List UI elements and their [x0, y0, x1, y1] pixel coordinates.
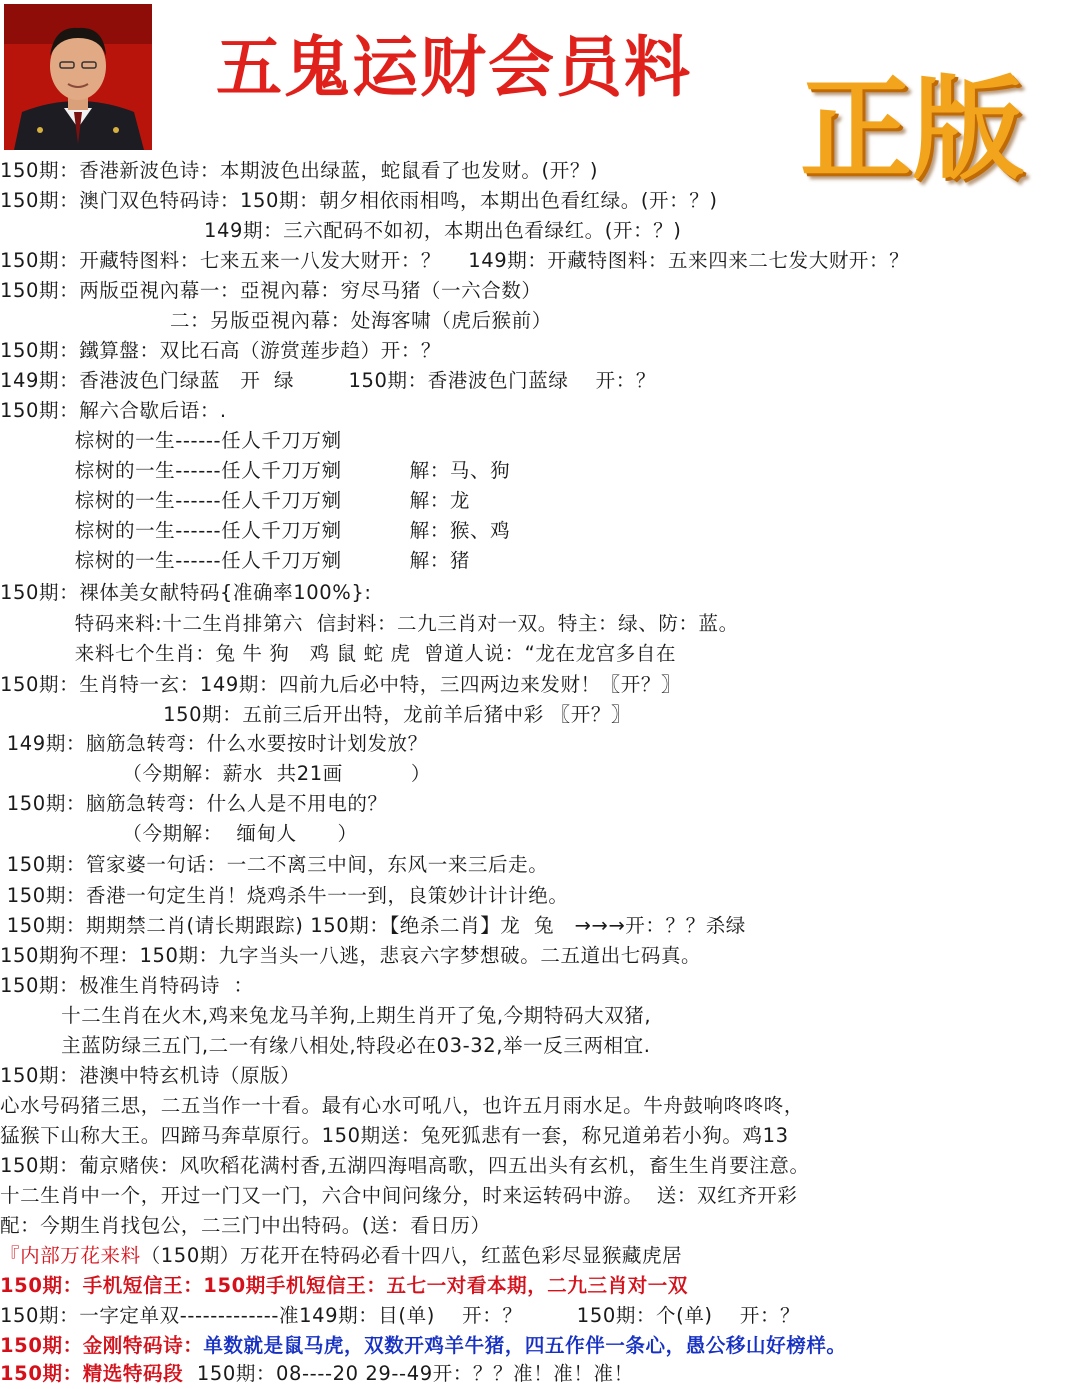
text-line: 特码来料:十二生肖排第六 信封料：二九三肖对一双。特主：绿、防：蓝。: [0, 612, 739, 635]
selected-range: 150期：08----20 29--49开：？？准！准！准！: [183, 1362, 634, 1385]
text-line-kingkong: [0, 1331, 847, 1361]
text-line: 150期狗不理：150期：九字当头一八逃，悲哀六字梦想破。二五道出七码真。: [0, 944, 702, 967]
kingkong-poem: 单数就是鼠马虎，双数开鸡羊牛猪，四五作伴一条心，愚公移山好榜样。: [203, 1334, 847, 1357]
text-line: 150期：脑筋急转弯：什么人是不用电的？: [0, 792, 388, 815]
text-line-odd-even: 150期：一字定单双-------------准149期：目(单) 开：？ 150期：个(单) 开：？: [0, 1304, 801, 1327]
text-line: 150期：澳门双色特码诗：150期：朝夕相依雨相鸣，本期出色看红绿。(开：？): [0, 189, 718, 212]
text-line: 棕树的一生------任人千刀万剜 解：猪: [0, 549, 470, 572]
text-line: 150期：期期禁二肖(请长期跟踪) 150期：【绝杀二肖】龙 兔 →→→开：？？杀绿: [0, 914, 746, 937]
kingkong-label: 150期：金刚特码诗：: [0, 1334, 204, 1357]
text-line: 棕树的一生------任人千刀万剜 解：猴、鸡: [0, 519, 511, 542]
text-line: 主蓝防绿三五门,二一有缘八相处,特段必在03-32,举一反三两相宜.: [0, 1034, 651, 1057]
text-line: 棕树的一生------任人千刀万剜 解：马、狗: [0, 459, 511, 482]
selected-label: 150期：精选特码段: [0, 1362, 184, 1385]
text-line: 150期：两版亞視內幕一：亞視內幕：穷尽马猪（一六合数）: [0, 279, 542, 302]
text-line: 150期：解六合歇后语：.: [0, 399, 227, 422]
text-line: 150期：生肖特一玄：149期：四前九后必中特，三四两边来发财！〖开？〗: [0, 673, 682, 696]
text-line: 150期：葡京赌侠：风吹稻花满村香,五湖四海唱高歌，四五出头有玄机，畜生生肖要注意。: [0, 1154, 810, 1177]
text-line: 150期：管家婆一句话：一二不离三中间，东风一来三后走。: [0, 853, 549, 876]
flower-label: 『内部万花来料: [0, 1244, 141, 1267]
portrait-photo: [4, 4, 152, 150]
text-line: 149期：三六配码不如初，本期出色看绿红。(开：？): [0, 219, 682, 242]
text-line: 心水号码猪三思，二五当作一十看。最有心水可吼八，也许五月雨水足。牛舟鼓响咚咚咚，: [0, 1094, 805, 1117]
text-line: 猛猴下山称大王。四蹄马奔草原行。150期送：兔死狐悲有一套，称兄道弟若小狗。鸡13: [0, 1124, 789, 1147]
text-line-selected: [0, 1359, 634, 1389]
page-title: 五鬼运财会员料: [216, 28, 692, 106]
text-line: 150期：五前三后开出特，龙前羊后猪中彩 〖开？〗: [0, 703, 632, 726]
text-line: 149期：香港波色门绿蓝 开 绿 150期：香港波色门蓝绿 开：？: [0, 369, 656, 392]
text-line: （今期解： 缅甸人 ）: [0, 822, 358, 845]
text-line: 来料七个生肖：兔 牛 狗 鸡 鼠 蛇 虎 曾道人说：“龙在龙宫多自在: [0, 642, 677, 665]
text-line: 棕树的一生------任人千刀万剜 解：龙: [0, 489, 470, 512]
text-line: 150期：极准生肖特码诗 ：: [0, 974, 254, 997]
text-line: 配：今期生肖找包公，二三门中出特码。(送：看日历）: [0, 1214, 491, 1237]
text-line: 150期：香港一句定生肖！烧鸡杀牛一一到，良策妙计计计绝。: [0, 884, 569, 907]
genuine-stamp: 正版: [800, 65, 1024, 195]
text-line: 149期：脑筋急转弯：什么水要按时计划发放？: [0, 732, 428, 755]
text-line: 150期：鐵算盤：双比石高（游赏莲步趋）开：？: [0, 339, 442, 362]
text-line: （今期解：薪水 共21画 ）: [0, 762, 431, 785]
text-line-flower: [0, 1241, 682, 1271]
text-line-sms: 150期：手机短信王：150期手机短信王：五七一对看本期，二九三肖对一双: [0, 1274, 689, 1297]
text-line: 十二生肖中一个，开过一门又一门，六合中间问缘分，时来运转码中游。 送：双红齐开彩: [0, 1184, 798, 1207]
portrait-photo-icon: [4, 4, 152, 150]
text-line: 150期：港澳中特玄机诗（原版）: [0, 1064, 301, 1087]
text-line: 棕树的一生------任人千刀万剜: [0, 429, 342, 452]
text-line: 150期：裸体美女献特码{准确率100%}:: [0, 581, 372, 604]
text-line: 十二生肖在火木,鸡来兔龙马羊狗,上期生肖开了兔,今期特码大双猪,: [0, 1004, 652, 1027]
flower-text: （150期）万花开在特码必看十四八，红蓝色彩尽显猴藏虎居: [140, 1244, 683, 1267]
text-line: 150期：开藏特图料：七来五来一八发大财开：？ 149期：开藏特图料：五来四来二七发大财开：？: [0, 249, 910, 272]
text-line: 二：另版亞視內幕：处海客啸（虎后猴前）: [0, 309, 552, 332]
text-line: 150期：香港新波色诗：本期波色出绿蓝，蛇鼠看了也发财。(开？): [0, 159, 599, 182]
